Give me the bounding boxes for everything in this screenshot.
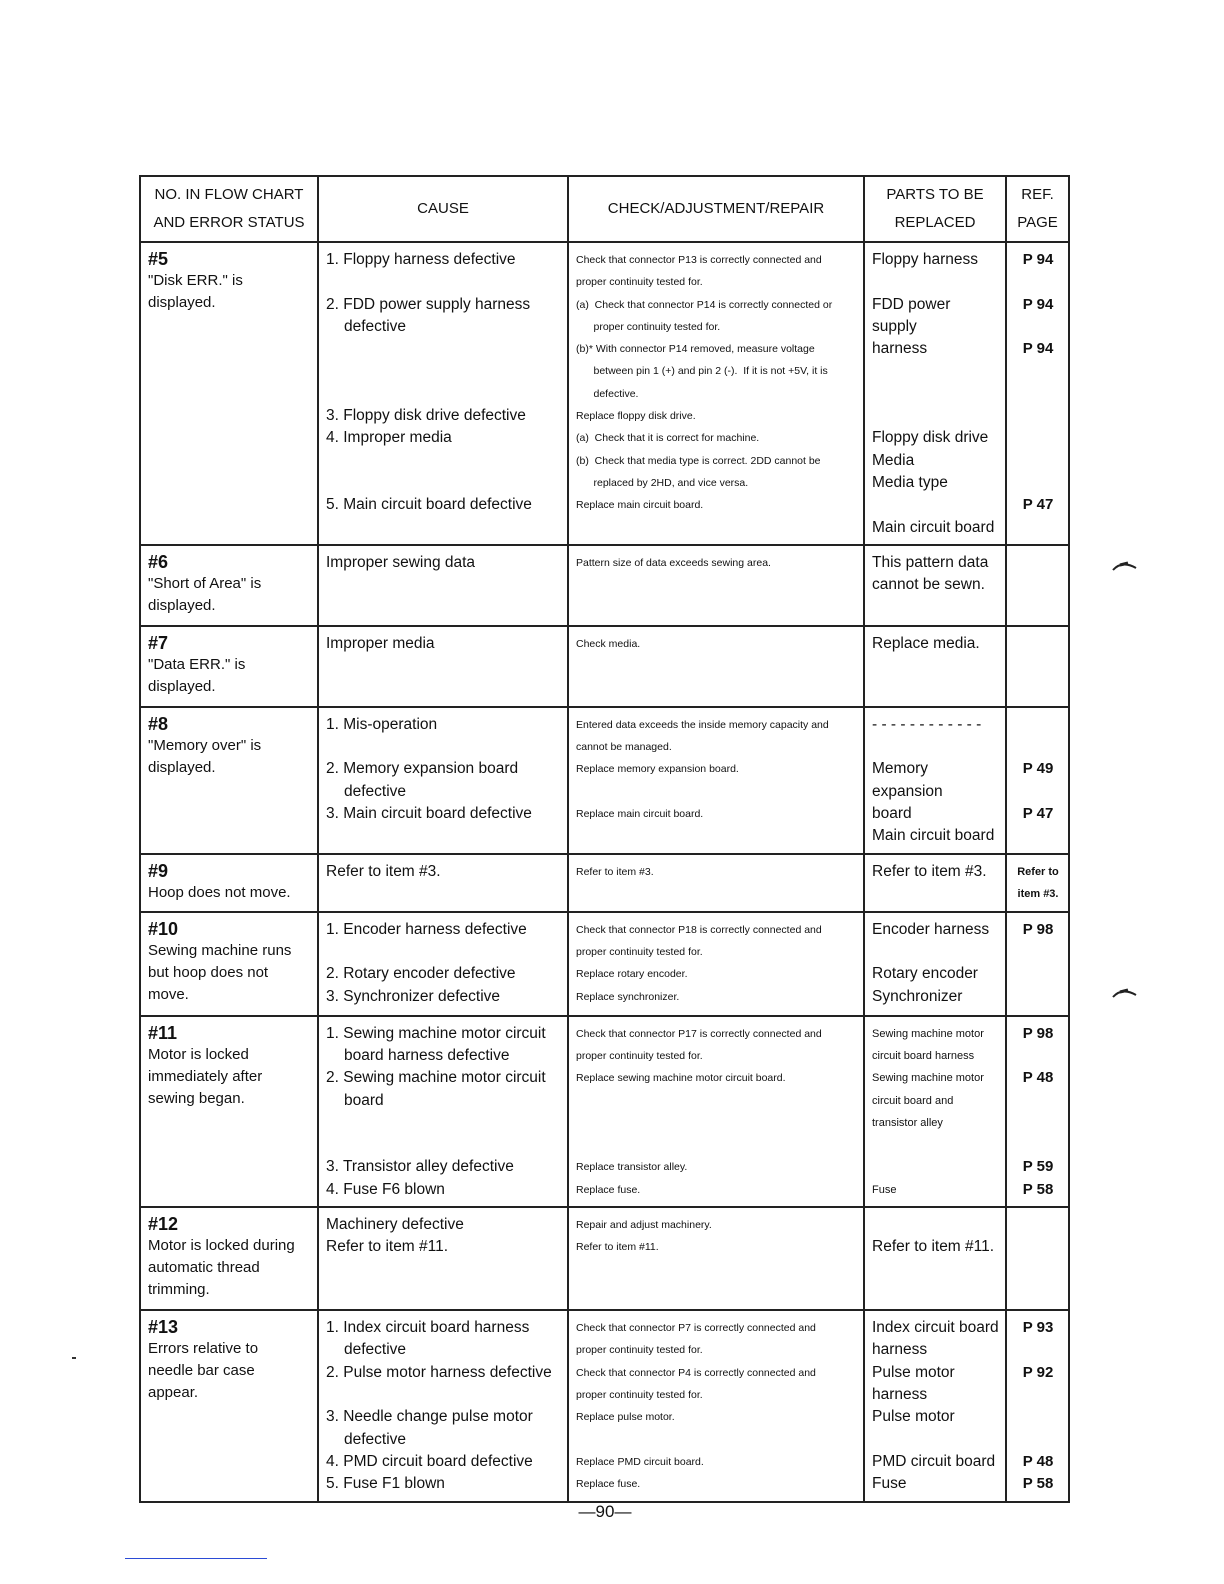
cell-cause-line — [326, 360, 561, 382]
cell-parts-line: Sewing machine motor — [872, 1072, 984, 1085]
cell-check — [568, 1016, 864, 1207]
cell-check — [568, 242, 864, 545]
cell-parts-line: Main circuit board — [872, 827, 995, 845]
cell-cause — [318, 242, 568, 545]
cell-status — [140, 1207, 318, 1310]
cell-ref-line — [1014, 472, 1062, 494]
flow-chart-number: #10 — [148, 918, 179, 939]
cell-ref-line — [1014, 1045, 1062, 1067]
cell-ref-line — [1014, 360, 1062, 382]
cell-parts-line: Floppy harness — [872, 251, 978, 268]
cell-parts-line: harness — [872, 340, 928, 358]
cell-parts — [864, 912, 1006, 1016]
cell-check — [568, 912, 864, 1016]
error-status-line: displayed. — [148, 596, 216, 614]
cell-check-line: Check that connector P4 is correctly connected and — [576, 1366, 816, 1379]
cell-cause-line — [326, 1112, 561, 1134]
cell-parts-line: Media type — [872, 473, 948, 491]
cell-parts-line: Media — [872, 451, 915, 469]
cell-status — [140, 545, 318, 626]
error-status-line: appear. — [148, 1384, 199, 1402]
cell-cause-line: 3. Synchronizer defective — [326, 987, 501, 1005]
error-status-line: sewing began. — [148, 1089, 245, 1107]
cell-check-line: proper continuity tested for. — [576, 945, 703, 958]
cell-cause-line: Improper media — [326, 634, 435, 652]
cell-parts-line — [872, 405, 999, 427]
error-status-line: "Data ERR." is — [148, 655, 246, 673]
cell-parts-line: Pulse motor — [872, 1408, 955, 1426]
cell-cause-line: 5. Fuse F1 blown — [326, 1475, 445, 1493]
cell-parts-line: Pulse motor — [872, 1363, 955, 1381]
cell-cause-line: defective — [344, 1341, 407, 1359]
cell-parts-line: Refer to item #3. — [872, 862, 987, 880]
cell-parts-line: Fuse — [872, 1183, 897, 1196]
table-row — [140, 854, 1069, 912]
cell-cause-line: 4. Fuse F6 blown — [326, 1180, 445, 1198]
cell-parts-line: circuit board and — [872, 1094, 954, 1107]
table-body — [140, 242, 1069, 1502]
cell-check-line: Replace pulse motor. — [576, 1411, 675, 1424]
cell-ref-line: P 92 — [1022, 1363, 1054, 1381]
table-row — [140, 242, 1069, 545]
error-status-line: displayed. — [148, 294, 216, 311]
cell-check-line: Replace fuse. — [576, 1478, 641, 1491]
cell-check-line: replaced by 2HD, and vice versa. — [576, 476, 749, 489]
cell-check-line — [576, 1090, 857, 1112]
error-status-line: but hoop does not — [148, 963, 269, 981]
cell-check-line: Check that connector P13 is correctly connected and — [576, 254, 822, 266]
cell-parts-line: Main circuit board — [872, 518, 995, 536]
cell-ref-line — [1014, 714, 1062, 736]
stray-mark — [72, 1357, 76, 1359]
cell-ref-line — [1014, 736, 1062, 758]
cell-cause-line — [326, 472, 561, 494]
cell-check-line: Replace transistor alley. — [576, 1161, 688, 1174]
cell-cause-line: 2. Sewing machine motor circuit — [326, 1069, 546, 1087]
cell-ref-line: P 58 — [1022, 1180, 1054, 1198]
binding-mark-icon — [1112, 558, 1138, 572]
cell-check-line: Refer to item #11. — [576, 1241, 659, 1254]
cell-parts-line: Fuse — [872, 1475, 907, 1493]
cell-cause-line: Improper sewing data — [326, 553, 476, 571]
cell-cause-line — [326, 736, 561, 758]
cell-check — [568, 854, 864, 912]
cell-cause — [318, 707, 568, 854]
error-status-line: move. — [148, 985, 189, 1003]
header-no-line2: AND ERROR STATUS — [153, 214, 305, 231]
cell-cause-line: 4. Improper media — [326, 429, 452, 447]
flow-chart-number: #9 — [148, 860, 169, 881]
cell-check-line: Replace memory expansion board. — [576, 763, 739, 776]
cell-check-line: Replace sewing machine motor circuit board. — [576, 1072, 786, 1085]
table-row — [140, 1207, 1069, 1310]
cell-check-line: proper continuity tested for. — [576, 1344, 703, 1357]
flow-chart-number: #8 — [148, 713, 169, 734]
header-ref-line2: PAGE — [1017, 214, 1058, 231]
cell-parts-line — [872, 1214, 999, 1236]
cell-cause-line: Machinery defective — [326, 1216, 464, 1234]
cell-cause-line — [326, 1384, 561, 1406]
cell-check-line: Pattern size of data exceeds sewing area. — [576, 556, 771, 569]
cell-cause-line: 5. Main circuit board defective — [326, 496, 532, 514]
cell-check — [568, 545, 864, 626]
cell-cause-line — [326, 941, 561, 963]
cell-ref-line — [1014, 450, 1062, 472]
cell-ref — [1006, 912, 1069, 1016]
error-status-line: Errors relative to — [148, 1340, 259, 1358]
cell-cause — [318, 545, 568, 626]
cell-ref-line — [1014, 271, 1062, 293]
cell-parts-line: - - - - - - - - - - - - — [872, 715, 982, 733]
cell-ref-line: P 59 — [1022, 1158, 1054, 1176]
cell-ref-line: P 49 — [1022, 760, 1054, 778]
cell-check-line: proper continuity tested for. — [576, 276, 703, 289]
flow-chart-number: #11 — [148, 1022, 178, 1043]
cell-cause-line: board harness defective — [344, 1046, 510, 1064]
table-row — [140, 1016, 1069, 1207]
cell-parts-line: PMD circuit board — [872, 1452, 996, 1470]
cell-cause-line: 3. Main circuit board defective — [326, 805, 532, 823]
cell-check-line — [576, 1134, 857, 1156]
cell-ref-line: P 47 — [1022, 805, 1054, 823]
cell-check-line: Replace PMD circuit board. — [576, 1455, 704, 1468]
cell-parts — [864, 242, 1006, 545]
header-row — [140, 176, 1069, 242]
cell-parts-line: transistor alley — [872, 1116, 943, 1129]
cell-cause-line: 4. PMD circuit board defective — [326, 1452, 533, 1470]
cell-cause-line: 1. Mis-operation — [326, 715, 438, 733]
cell-cause — [318, 1310, 568, 1502]
cell-cause-line: 3. Transistor alley defective — [326, 1158, 514, 1176]
cell-ref — [1006, 1016, 1069, 1207]
cell-ref-line — [1014, 1339, 1062, 1361]
cell-parts-line: Index circuit board — [872, 1319, 999, 1337]
cell-ref-line — [1014, 1384, 1062, 1406]
cell-ref — [1006, 1207, 1069, 1310]
cell-parts-line: Sewing machine motor — [872, 1027, 984, 1040]
cell-check-line: Check that connector P17 is correctly connected and — [576, 1027, 822, 1040]
cell-ref-line: P 47 — [1022, 496, 1054, 514]
cell-ref-line: P 94 — [1022, 251, 1054, 268]
cell-check-line: Replace synchronizer. — [576, 990, 680, 1003]
cell-ref-line: P 58 — [1022, 1475, 1054, 1493]
cell-cause-line — [326, 271, 561, 293]
cell-check — [568, 707, 864, 854]
table-row — [140, 912, 1069, 1016]
cell-cause-line: 2. FDD power supply harness — [326, 295, 531, 313]
cell-check-line: (a) Check that it is correct for machine. — [576, 432, 760, 445]
cell-cause-line — [326, 450, 561, 472]
table-row — [140, 626, 1069, 707]
cell-parts — [864, 1310, 1006, 1502]
cell-cause — [318, 1207, 568, 1310]
cell-cause-line: Refer to item #3. — [326, 862, 441, 880]
cell-parts-line: Encoder harness — [872, 920, 990, 938]
binding-mark-icon — [1112, 985, 1138, 999]
cell-parts-line — [872, 1134, 999, 1156]
cell-ref-line — [1014, 405, 1062, 427]
cell-ref-line — [1014, 427, 1062, 449]
cell-parts-line — [872, 1156, 999, 1178]
cell-ref-line: P 94 — [1022, 340, 1054, 358]
cell-parts-line — [872, 360, 999, 382]
header-parts — [864, 176, 1006, 242]
cell-check-line: defective. — [576, 387, 639, 400]
cell-check-line: Refer to item #3. — [576, 865, 654, 878]
cell-ref — [1006, 242, 1069, 545]
cell-parts-line — [872, 383, 999, 405]
cell-check-line: (a) Check that connector P14 is correctly connected or — [576, 298, 833, 311]
cell-cause-line: 3. Needle change pulse motor — [326, 1408, 533, 1426]
cell-parts — [864, 1016, 1006, 1207]
cell-parts-line — [872, 941, 999, 963]
cell-cause-line: 1. Sewing machine motor circuit — [326, 1024, 546, 1042]
header-cause: CAUSE — [318, 176, 568, 242]
cell-check-line: between pin 1 (+) and pin 2 (-). If it is not +5V, it is — [576, 365, 828, 378]
cell-check-line: Check that connector P18 is correctly connected and — [576, 923, 822, 936]
cell-parts-line — [872, 736, 999, 758]
cell-ref-line: P 94 — [1022, 295, 1054, 313]
cell-check-line: Replace rotary encoder. — [576, 968, 688, 981]
cell-parts-line: Rotary encoder — [872, 965, 978, 983]
cell-parts — [864, 707, 1006, 854]
cell-parts-line — [872, 271, 999, 293]
cell-cause — [318, 1016, 568, 1207]
cell-cause-line: 3. Floppy disk drive defective — [326, 407, 526, 425]
cell-ref-line: P 98 — [1022, 1024, 1054, 1042]
cell-ref-line: P 93 — [1022, 1319, 1054, 1337]
cell-ref — [1006, 1310, 1069, 1502]
cell-check — [568, 626, 864, 707]
cell-check-line: Entered data exceeds the inside memory capacity and — [576, 718, 829, 731]
cell-check — [568, 1310, 864, 1502]
error-status-line: displayed. — [148, 677, 216, 695]
cell-parts — [864, 1207, 1006, 1310]
error-status-line: Hoop does not move. — [148, 883, 291, 901]
cell-ref — [1006, 545, 1069, 626]
cell-ref-line — [1014, 1134, 1062, 1156]
flow-chart-number: #5 — [148, 249, 169, 269]
cell-parts-line: Memory expansion — [872, 760, 943, 800]
cell-status — [140, 1016, 318, 1207]
cell-cause-line: 1. Index circuit board harness — [326, 1319, 530, 1337]
cell-ref-line — [1014, 316, 1062, 338]
cell-cause-line: 2. Rotary encoder defective — [326, 965, 516, 983]
cell-status — [140, 242, 318, 545]
cell-parts — [864, 854, 1006, 912]
cell-cause — [318, 912, 568, 1016]
error-status-line: displayed. — [148, 758, 216, 776]
table-row — [140, 1310, 1069, 1502]
error-status-line: Motor is locked — [148, 1045, 249, 1063]
cell-cause-line — [326, 338, 561, 360]
cell-parts-line: Floppy disk drive — [872, 429, 989, 447]
cell-check-line: Check media. — [576, 637, 641, 650]
troubleshooting-table — [139, 175, 1070, 1503]
flow-chart-number: #6 — [148, 551, 169, 572]
cell-check-line: proper continuity tested for. — [576, 1388, 703, 1401]
cell-cause-line: board — [344, 1091, 384, 1109]
error-status-line: "Short of Area" is — [148, 574, 262, 592]
header-ref — [1006, 176, 1069, 242]
cell-check-line: Replace main circuit board. — [576, 499, 704, 512]
cell-parts-line: FDD power supply — [872, 295, 951, 335]
cell-parts — [864, 545, 1006, 626]
page-number: —90— — [578, 1502, 632, 1521]
cell-ref-line: P 48 — [1022, 1069, 1054, 1087]
table-row — [140, 545, 1069, 626]
error-status-line: immediately after — [148, 1067, 263, 1085]
flow-chart-number: #7 — [148, 632, 169, 653]
cell-ref-line: Refer to — [1017, 865, 1059, 878]
cell-check-line: (b)* With connector P14 removed, measure voltage — [576, 343, 815, 356]
cell-cause — [318, 854, 568, 912]
cell-parts-line — [872, 494, 999, 516]
header-ref-line1: REF. — [1021, 186, 1054, 203]
cell-ref — [1006, 626, 1069, 707]
cell-status — [140, 707, 318, 854]
cell-parts-line: board — [872, 805, 912, 823]
cell-status — [140, 854, 318, 912]
footer-rule — [125, 1558, 267, 1559]
cell-parts-line: cannot be sewn. — [872, 576, 985, 594]
cell-cause — [318, 626, 568, 707]
cell-ref-line — [1014, 383, 1062, 405]
cell-check — [568, 1207, 864, 1310]
cell-cause-line: defective — [344, 782, 407, 800]
cell-parts-line: harness — [872, 1385, 928, 1403]
cell-ref-line: P 48 — [1022, 1452, 1054, 1470]
cell-check-line: (b) Check that media type is correct. 2DD cannot be — [576, 454, 821, 467]
header-no — [140, 176, 318, 242]
cell-cause-line: Refer to item #11. — [326, 1238, 449, 1256]
cell-ref-line: P 98 — [1022, 920, 1054, 938]
cell-cause-line: 1. Encoder harness defective — [326, 920, 527, 938]
cell-ref-line: item #3. — [1017, 887, 1059, 900]
cell-cause-line — [326, 383, 561, 405]
error-status-line: "Disk ERR." is — [148, 272, 243, 289]
cell-check-line: proper continuity tested for. — [576, 320, 721, 333]
cell-ref — [1006, 854, 1069, 912]
cell-check-line: cannot be managed. — [576, 741, 672, 754]
header-no-line1: NO. IN FLOW CHART — [154, 186, 304, 203]
cell-check-line: proper continuity tested for. — [576, 1049, 703, 1062]
error-status-line: Motor is locked during — [148, 1237, 295, 1255]
cell-status — [140, 1310, 318, 1502]
cell-check-line — [576, 1112, 857, 1134]
cell-ref — [1006, 707, 1069, 854]
cell-status — [140, 626, 318, 707]
flow-chart-number: #12 — [148, 1214, 179, 1235]
cell-parts-line: Synchronizer — [872, 987, 963, 1005]
cell-check-line — [576, 1429, 857, 1451]
cell-parts-line: Refer to item #11. — [872, 1238, 995, 1256]
cell-check-line: Replace floppy disk drive. — [576, 410, 696, 423]
header-check: CHECK/ADJUSTMENT/REPAIR — [568, 176, 864, 242]
cell-cause-line: 1. Floppy harness defective — [326, 251, 516, 268]
cell-cause-line: 2. Memory expansion board — [326, 760, 519, 778]
cell-cause-line: 2. Pulse motor harness defective — [326, 1363, 552, 1381]
cell-ref-line — [1014, 781, 1062, 803]
cell-status — [140, 912, 318, 1016]
header-parts-line2: REPLACED — [894, 214, 976, 231]
cell-parts-line: circuit board harness — [872, 1049, 975, 1062]
error-status-line: trimming. — [148, 1281, 210, 1299]
cell-check-line: Replace fuse. — [576, 1183, 641, 1196]
cell-cause-line: defective — [344, 317, 407, 335]
error-status-line: automatic thread — [148, 1259, 260, 1277]
error-status-line: needle bar case — [148, 1362, 255, 1380]
cell-parts-line: Replace media. — [872, 634, 980, 652]
table-row — [140, 707, 1069, 854]
cell-cause-line — [326, 1134, 561, 1156]
cell-parts-line: This pattern data — [872, 553, 989, 571]
error-status-line: Sewing machine runs — [148, 941, 292, 959]
cell-ref-line — [1014, 1090, 1062, 1112]
cell-ref-line — [1014, 1429, 1062, 1451]
cell-check-line: Check that connector P7 is correctly connected and — [576, 1322, 816, 1335]
cell-ref-line — [1014, 1112, 1062, 1134]
cell-cause-line: defective — [344, 1430, 407, 1448]
flow-chart-number: #13 — [148, 1317, 179, 1338]
cell-check-line: Repair and adjust machinery. — [576, 1219, 712, 1232]
cell-ref-line — [1014, 1406, 1062, 1428]
error-status-line: "Memory over" is — [148, 736, 262, 754]
cell-check-line — [576, 781, 857, 803]
cell-parts-line: harness — [872, 1341, 928, 1359]
cell-parts — [864, 626, 1006, 707]
cell-parts-line — [872, 1429, 999, 1451]
header-parts-line1: PARTS TO BE — [886, 186, 984, 203]
cell-check-line: Replace main circuit board. — [576, 808, 704, 821]
